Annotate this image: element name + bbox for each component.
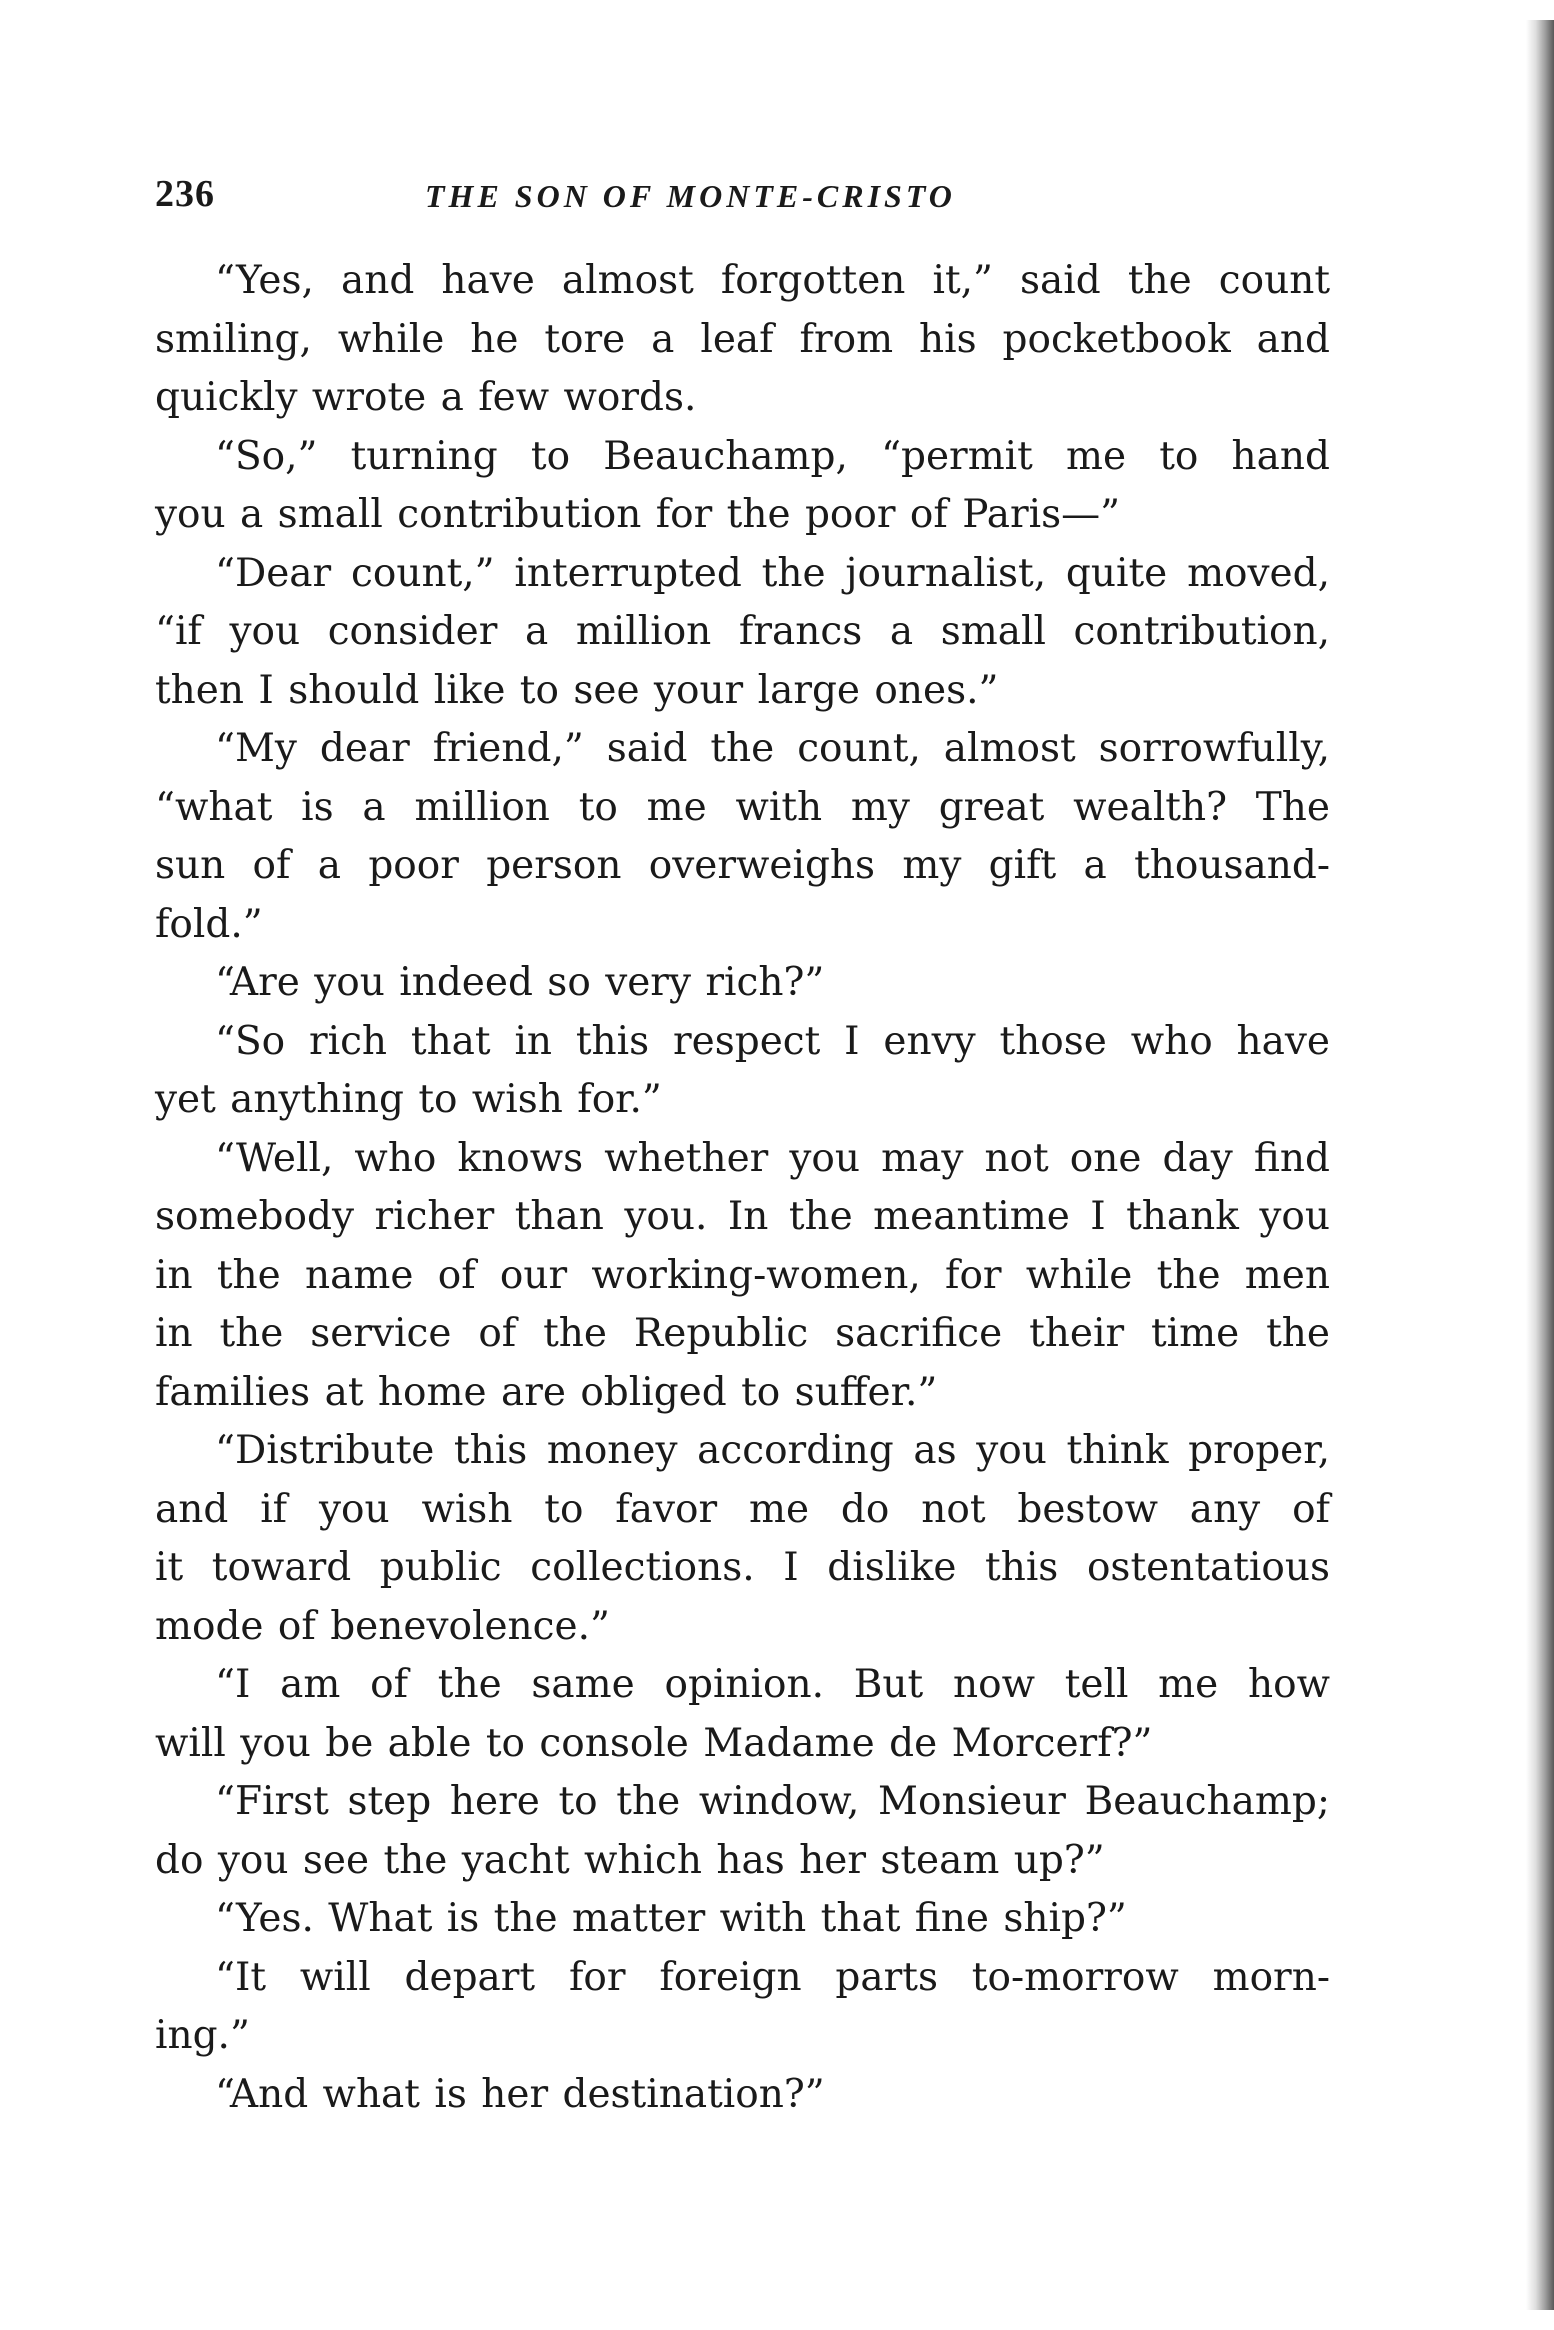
text-line: “It will depart for foreign parts to-morrow morn- (215, 1954, 1330, 2000)
text-line: “Dear count,” interrupted the journalist, quite moved, (215, 550, 1330, 596)
text-line: “Well, who knows whether you may not one day find (215, 1135, 1330, 1181)
text-line: do you see the yacht which has her steam up?” (155, 1837, 1105, 1883)
text-line: “And what is her destination?” (215, 2071, 825, 2117)
text-line: it toward public collections. I dislike this ostentatious (155, 1545, 1330, 1590)
page-edge-shadow (1526, 20, 1554, 2310)
text-line: “if you consider a million francs a small contribution, (155, 609, 1330, 654)
text-line: you a small contribution for the poor of Paris—” (155, 492, 1121, 537)
text-line: quickly wrote a few words. (155, 375, 697, 420)
text-line: mode of benevolence.” (155, 1603, 610, 1649)
book-title: THE SON OF MONTE-CRISTO (425, 178, 956, 214)
text-line: in the name of our working-women, for while the men (155, 1252, 1330, 1298)
text-line: sun of a poor person overweighs my gift a thousand- (155, 843, 1330, 888)
text-line: “Yes. What is the matter with that fine ship?” (215, 1896, 1127, 1941)
text-line: “So,” turning to Beauchamp, “permit me to hand (215, 433, 1330, 479)
text-line: smiling, while he tore a leaf from his pocketbook and (155, 316, 1330, 362)
text-line: then I should like to see your large ones.” (155, 667, 999, 713)
text-body (155, 252, 1330, 2124)
page-number: 236 (155, 173, 215, 215)
running-head (155, 172, 1330, 232)
text-line: will you be able to console Madame de Morcerf?” (155, 1720, 1153, 1766)
text-line: “Are you indeed so very rich?” (215, 960, 825, 1005)
text-line: ing.” (155, 2013, 250, 2058)
text-line: “Yes, and have almost forgotten it,” said the count (215, 258, 1330, 303)
text-line: yet anything to wish for.” (155, 1077, 662, 1122)
text-line: families at home are obliged to suffer.” (155, 1369, 938, 1415)
text-line: in the service of the Republic sacrifice their time the (155, 1311, 1330, 1356)
text-line: “Distribute this money according as you think proper, (215, 1428, 1330, 1473)
text-line: “First step here to the window, Monsieur Beauchamp; (215, 1779, 1330, 1824)
text-line: “So rich that in this respect I envy those who have (215, 1018, 1330, 1064)
text-line: fold.” (155, 901, 263, 947)
text-line: “My dear friend,” said the count, almost sorrowfully, (215, 726, 1330, 771)
text-line: “I am of the same opinion. But now tell me how (215, 1662, 1330, 1707)
text-line: and if you wish to favor me do not bestow any of (155, 1486, 1330, 1532)
text-line: “what is a million to me with my great wealth? The (155, 784, 1330, 830)
text-line: somebody richer than you. In the meantime I thank you (155, 1194, 1330, 1239)
